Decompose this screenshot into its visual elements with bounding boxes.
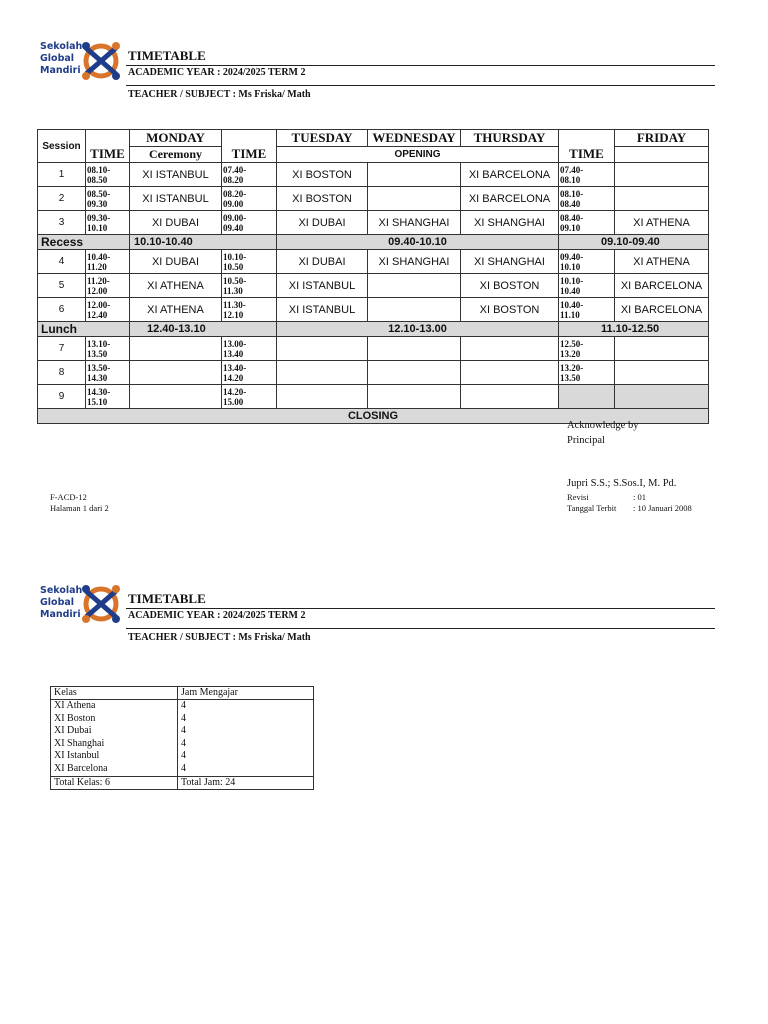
jam-list: [178, 700, 314, 777]
time-cell: 10.40- 11.10: [559, 298, 615, 322]
session-number: 2: [38, 187, 86, 211]
class-cell: XI ISTANBUL: [277, 298, 368, 322]
teacher-subject: TEACHER / SUBJECT : Ms Friska/ Math: [128, 632, 311, 643]
class-cell: XI ISTANBUL: [130, 163, 222, 187]
list-item: XI Athena: [54, 700, 96, 711]
class-cell: [615, 361, 709, 385]
class-cell: [615, 163, 709, 187]
table-row: [38, 187, 709, 211]
list-item: 4: [181, 700, 186, 711]
class-cell: XI DUBAI: [277, 250, 368, 274]
logo-line: Global: [40, 53, 75, 64]
time-cell: 12.50- 13.20: [559, 337, 615, 361]
class-cell: [277, 337, 368, 361]
table-row: [38, 274, 709, 298]
lunch-time: 11.10-12.50: [559, 322, 709, 337]
logo-line: Global: [40, 597, 75, 608]
page-title: TIMETABLE: [128, 591, 206, 606]
class-cell: XI ATHENA: [615, 250, 709, 274]
class-cell: XI BOSTON: [461, 298, 559, 322]
class-cell: [615, 337, 709, 361]
time-header: TIME: [86, 130, 130, 163]
closing-label: CLOSING: [38, 409, 709, 424]
tanggal-label: Tanggal Terbit: [567, 503, 617, 513]
time-cell: 13.10- 13.50: [86, 337, 130, 361]
time-cell: 09.40- 10.10: [559, 250, 615, 274]
lunch-row: [38, 322, 709, 337]
time-cell: 12.00- 12.40: [86, 298, 130, 322]
table-row: [38, 250, 709, 274]
time-cell: 09.30- 10.10: [86, 211, 130, 235]
day-header-monday: MONDAY: [130, 130, 222, 147]
class-cell: [461, 385, 559, 409]
class-cell: [368, 163, 461, 187]
kelas-list: [51, 700, 178, 777]
time-cell: 08.50- 09.30: [86, 187, 130, 211]
logo-line: Sekolah: [40, 41, 83, 52]
session-number: 1: [38, 163, 86, 187]
class-cell: [368, 274, 461, 298]
school-logo-text: [40, 41, 82, 77]
timetable: [37, 129, 709, 424]
total-jam: Total Jam: 24: [178, 776, 314, 789]
class-cell: [461, 361, 559, 385]
time-cell: 11.20- 12.00: [86, 274, 130, 298]
list-item: XI Dubai: [54, 725, 92, 737]
class-cell: XI BARCELONA: [461, 187, 559, 211]
list-item: XI Shanghai: [54, 737, 105, 749]
table-row: [38, 337, 709, 361]
table-row: [38, 163, 709, 187]
empty-cell: [615, 147, 709, 163]
class-cell: XI SHANGHAI: [461, 211, 559, 235]
divider: [126, 85, 715, 86]
class-cell: XI BOSTON: [277, 163, 368, 187]
divider: [126, 65, 715, 66]
lunch-label: Lunch: [38, 322, 130, 337]
class-cell: XI DUBAI: [130, 211, 222, 235]
logo-line: Mandiri: [40, 609, 81, 620]
class-cell: [130, 385, 222, 409]
time-header: TIME: [559, 130, 615, 163]
logo-line: Sekolah: [40, 585, 83, 596]
list-item: XI Boston: [54, 712, 96, 724]
session-header: Session: [38, 130, 86, 163]
table-row: [38, 298, 709, 322]
class-cell: XI DUBAI: [277, 211, 368, 235]
academic-year: ACADEMIC YEAR : 2024/2025 TERM 2: [128, 610, 306, 621]
session-number: 9: [38, 385, 86, 409]
form-code: F-ACD-12: [50, 492, 87, 502]
list-item: 4: [181, 737, 186, 749]
school-logo-icon: [78, 38, 124, 84]
class-cell: [368, 187, 461, 211]
time-cell: 11.30- 12.10: [222, 298, 277, 322]
acknowledge-block: [567, 418, 638, 448]
list-item: XI Barcelona: [54, 762, 108, 774]
time-cell: 10.10- 10.50: [222, 250, 277, 274]
lunch-time: 12.10-13.00: [277, 322, 559, 337]
lunch-time: 12.40-13.10: [130, 322, 277, 337]
school-logo-text: [40, 585, 82, 621]
class-cell: XI BARCELONA: [461, 163, 559, 187]
time-cell: 14.20- 15.00: [222, 385, 277, 409]
summary-body: [51, 700, 314, 777]
class-cell: XI ISTANBUL: [130, 187, 222, 211]
class-cell: [461, 337, 559, 361]
divider: [126, 608, 715, 609]
time-cell: 13.20- 13.50: [559, 361, 615, 385]
acknowledge-role: Principal: [567, 435, 605, 446]
time-cell: 14.30- 15.10: [86, 385, 130, 409]
summary-header-jam: Jam Mengajar: [178, 687, 314, 700]
total-kelas: Total Kelas: 6: [51, 776, 178, 789]
session-number: 4: [38, 250, 86, 274]
class-cell: XI SHANGHAI: [461, 250, 559, 274]
class-cell: XI BOSTON: [277, 187, 368, 211]
recess-time: 09.10-09.40: [559, 235, 709, 250]
revisi-value: : 01: [633, 492, 646, 502]
class-cell: [368, 361, 461, 385]
day-header-wednesday: WEDNESDAY: [368, 130, 461, 147]
class-cell: [368, 385, 461, 409]
list-item: 4: [181, 725, 186, 737]
table-row: [38, 211, 709, 235]
class-cell: XI BARCELONA: [615, 274, 709, 298]
recess-row: [38, 235, 709, 250]
class-cell: [277, 361, 368, 385]
class-cell: XI BARCELONA: [615, 298, 709, 322]
list-item: 4: [181, 712, 186, 724]
class-cell: XI SHANGHAI: [368, 211, 461, 235]
revisi-label: Revisi: [567, 492, 589, 502]
class-cell: XI ISTANBUL: [277, 274, 368, 298]
class-cell: [368, 337, 461, 361]
school-logo-icon: [78, 581, 124, 627]
time-cell: 07.40- 08.10: [559, 163, 615, 187]
recess-time: 09.40-10.10: [277, 235, 559, 250]
tanggal-value: : 10 Januari 2008: [633, 503, 692, 513]
acknowledge-line: Acknowledge by: [567, 420, 639, 431]
class-cell: XI ATHENA: [615, 211, 709, 235]
day-header-friday: FRIDAY: [615, 130, 709, 147]
monday-ceremony: Ceremony: [130, 147, 222, 163]
session-number: 3: [38, 211, 86, 235]
logo-line: Mandiri: [40, 65, 81, 76]
session-number: 6: [38, 298, 86, 322]
academic-year: ACADEMIC YEAR : 2024/2025 TERM 2: [128, 67, 306, 78]
time-cell: 08.10- 08.50: [86, 163, 130, 187]
time-cell: 10.50- 11.30: [222, 274, 277, 298]
class-cell: XI SHANGHAI: [368, 250, 461, 274]
day-header-thursday: THURSDAY: [461, 130, 559, 147]
page-number: Halaman 1 dari 2: [50, 503, 109, 513]
time-cell: 13.40- 14.20: [222, 361, 277, 385]
session-number: 8: [38, 361, 86, 385]
list-item: 4: [181, 762, 186, 774]
class-cell: XI BOSTON: [461, 274, 559, 298]
table-row: [38, 361, 709, 385]
class-cell: [277, 385, 368, 409]
recess-label: Recess: [38, 235, 130, 250]
time-cell: 10.40- 11.20: [86, 250, 130, 274]
time-cell: 09.00- 09.40: [222, 211, 277, 235]
class-cell: [130, 337, 222, 361]
opening-label: OPENING: [277, 147, 559, 163]
summary-header-kelas: Kelas: [51, 687, 178, 700]
class-cell: [368, 298, 461, 322]
class-cell: XI ATHENA: [130, 298, 222, 322]
table-row: [38, 385, 709, 409]
session-number: 5: [38, 274, 86, 298]
session-number: 7: [38, 337, 86, 361]
time-cell: [559, 385, 615, 409]
principal-name: Jupri S.S.; S.Sos.I, M. Pd.: [567, 478, 677, 489]
class-cell: [615, 385, 709, 409]
class-cell: XI DUBAI: [130, 250, 222, 274]
day-header-tuesday: TUESDAY: [277, 130, 368, 147]
time-header: TIME: [222, 130, 277, 163]
time-cell: 10.10- 10.40: [559, 274, 615, 298]
page-title: TIMETABLE: [128, 48, 206, 63]
time-cell: 07.40- 08.20: [222, 163, 277, 187]
recess-time: 10.10-10.40: [130, 235, 277, 250]
list-item: 4: [181, 750, 186, 762]
time-cell: 08.40- 09.10: [559, 211, 615, 235]
time-cell: 13.50- 14.30: [86, 361, 130, 385]
class-cell: XI ATHENA: [130, 274, 222, 298]
summary-table: [50, 686, 314, 790]
class-cell: [615, 187, 709, 211]
class-cell: [130, 361, 222, 385]
time-cell: 08.20- 09.00: [222, 187, 277, 211]
list-item: XI Istanbul: [54, 750, 100, 762]
teacher-subject: TEACHER / SUBJECT : Ms Friska/ Math: [128, 89, 311, 100]
time-cell: 08.10- 08.40: [559, 187, 615, 211]
time-cell: 13.00- 13.40: [222, 337, 277, 361]
divider: [126, 628, 715, 629]
